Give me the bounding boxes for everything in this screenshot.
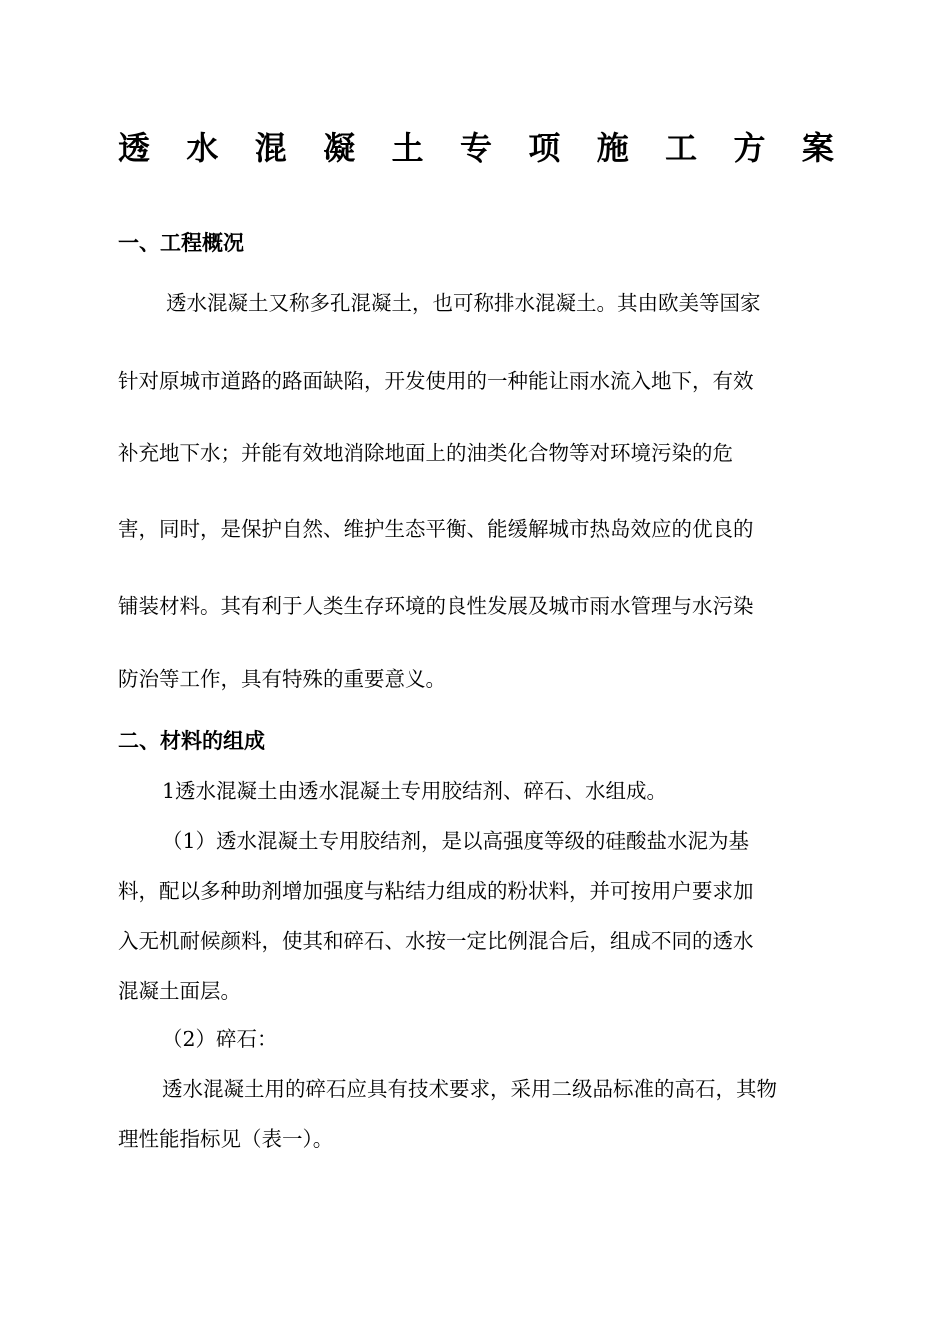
paragraph-line: 料，配以多种助剂增加强度与粘结力组成的粉状料，并可按用户要求加 [118,879,754,903]
title-char: 案 [801,129,834,167]
title-char: 工 [665,129,698,167]
section-heading-overview: 一、工程概况 [118,230,244,255]
title-char: 土 [391,129,424,167]
title-char: 混 [254,129,287,167]
paragraph-line: 透水混凝土又称多孔混凝土，也可称排水混凝土。其由欧美等国家 [166,291,761,315]
paragraph-line: 混凝土面层。 [118,979,241,1003]
section-heading-materials: 二、材料的组成 [118,728,265,753]
paragraph-line: 理性能指标见（表一）。 [118,1127,334,1151]
paragraph-line: （2）碎石： [162,1027,278,1051]
title-char: 方 [733,129,766,167]
paragraph-line: 补充地下水；并能有效地消除地面上的油类化合物等对环境污染的危 [118,441,733,465]
title-char: 施 [596,129,629,167]
paragraph-line: 害，同时，是保护自然、维护生态平衡、能缓解城市热岛效应的优良的 [118,517,754,541]
title-char: 项 [528,129,561,167]
paragraph-line: 铺装材料。其有利于人类生存环境的良性发展及城市雨水管理与水污染 [118,594,754,618]
paragraph-line: 针对原城市道路的路面缺陷，开发使用的一种能让雨水流入地下，有效 [118,369,754,393]
title-char: 凝 [323,129,356,167]
title-char: 透 [118,129,151,167]
paragraph-line: 1透水混凝土由透水混凝土专用胶结剂、碎石、水组成。 [162,779,668,803]
title-char: 专 [459,129,492,167]
paragraph-line: 入无机耐候颜料，使其和碎石、水按一定比例混合后，组成不同的透水 [118,929,754,953]
paragraph-line: （1）透水混凝土专用胶结剂，是以高强度等级的硅酸盐水泥为基 [162,829,750,853]
document-title [118,126,834,170]
paragraph-line: 防治等工作，具有特殊的重要意义。 [118,667,446,691]
title-char: 水 [186,129,219,167]
paragraph-line: 透水混凝土用的碎石应具有技术要求，采用二级品标准的高石，其物 [162,1077,777,1101]
